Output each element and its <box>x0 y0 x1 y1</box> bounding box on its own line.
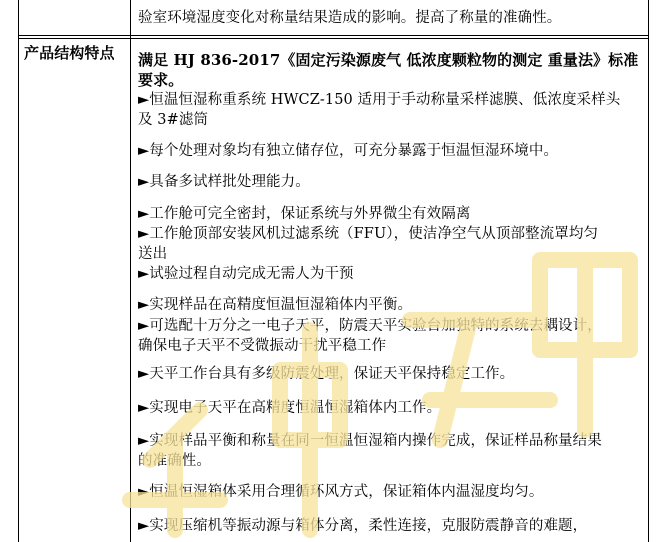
feature-line: 及 3#滤筒 <box>138 112 209 128</box>
feature-line: ►试验过程自动完成无需人为干预 <box>138 266 354 282</box>
section-label: 产品结构特点 <box>24 44 115 62</box>
feature-line: 的准确性。 <box>138 453 211 469</box>
table-column-divider <box>130 0 131 542</box>
feature-line: ►实现压缩机等振动源与箱体分离，柔性连接，克服防震静音的难题， <box>138 518 588 534</box>
table-right-border <box>648 0 649 542</box>
table-left-border <box>18 0 19 542</box>
row-divider <box>18 35 649 36</box>
feature-line: ►可选配十万分之一电子天平，防震天平实验台加独特的系统去耦设计， <box>138 318 602 334</box>
feature-line: 确保电子天平不受微振动干扰平稳工作 <box>138 338 387 354</box>
feature-line: ►实现样品在高精度恒温恒湿箱体内平衡。 <box>138 297 413 313</box>
feature-line: ►每个处理对象均有独立储存位，可充分暴露于恒温恒湿环境中。 <box>138 143 559 159</box>
feature-line: ►工作舱顶部安装风机过滤系统（FFU），使洁净空气从顶部整流罩均匀 <box>138 226 599 242</box>
feature-line: 送出 <box>138 246 168 262</box>
section-heading-line-1: 满足 HJ 836-2017《固定污染源废气 低浓度颗粒物的测定 重量法》标准 <box>138 51 639 69</box>
top-row-text: 验室环境湿度变化对称量结果造成的影响。提高了称量的准确性。 <box>138 10 562 26</box>
feature-line: ►实现样品平衡和称量在同一恒温恒湿箱内操作完成，保证样品称量结果 <box>138 433 602 449</box>
row-divider-inner <box>18 38 649 39</box>
feature-line: ►恒温恒湿称重系统 HWCZ-150 适用于手动称量采样滤膜、低浓度采样头 <box>138 92 621 108</box>
section-heading-line-2: 要求。 <box>138 71 184 89</box>
feature-line: ►实现电子天平在高精度恒温恒湿箱体内工作。 <box>138 400 442 416</box>
feature-line: ►具备多试样批处理能力。 <box>138 174 310 190</box>
feature-line: ►工作舱可完全密封，保证系统与外界微尘有效隔离 <box>138 206 471 222</box>
feature-line: ►天平工作台具有多级防震处理，保证天平保持稳定工作。 <box>138 366 515 382</box>
feature-line: ►恒温恒湿箱体采用合理循环风方式，保证箱体内温湿度均匀。 <box>138 484 544 500</box>
